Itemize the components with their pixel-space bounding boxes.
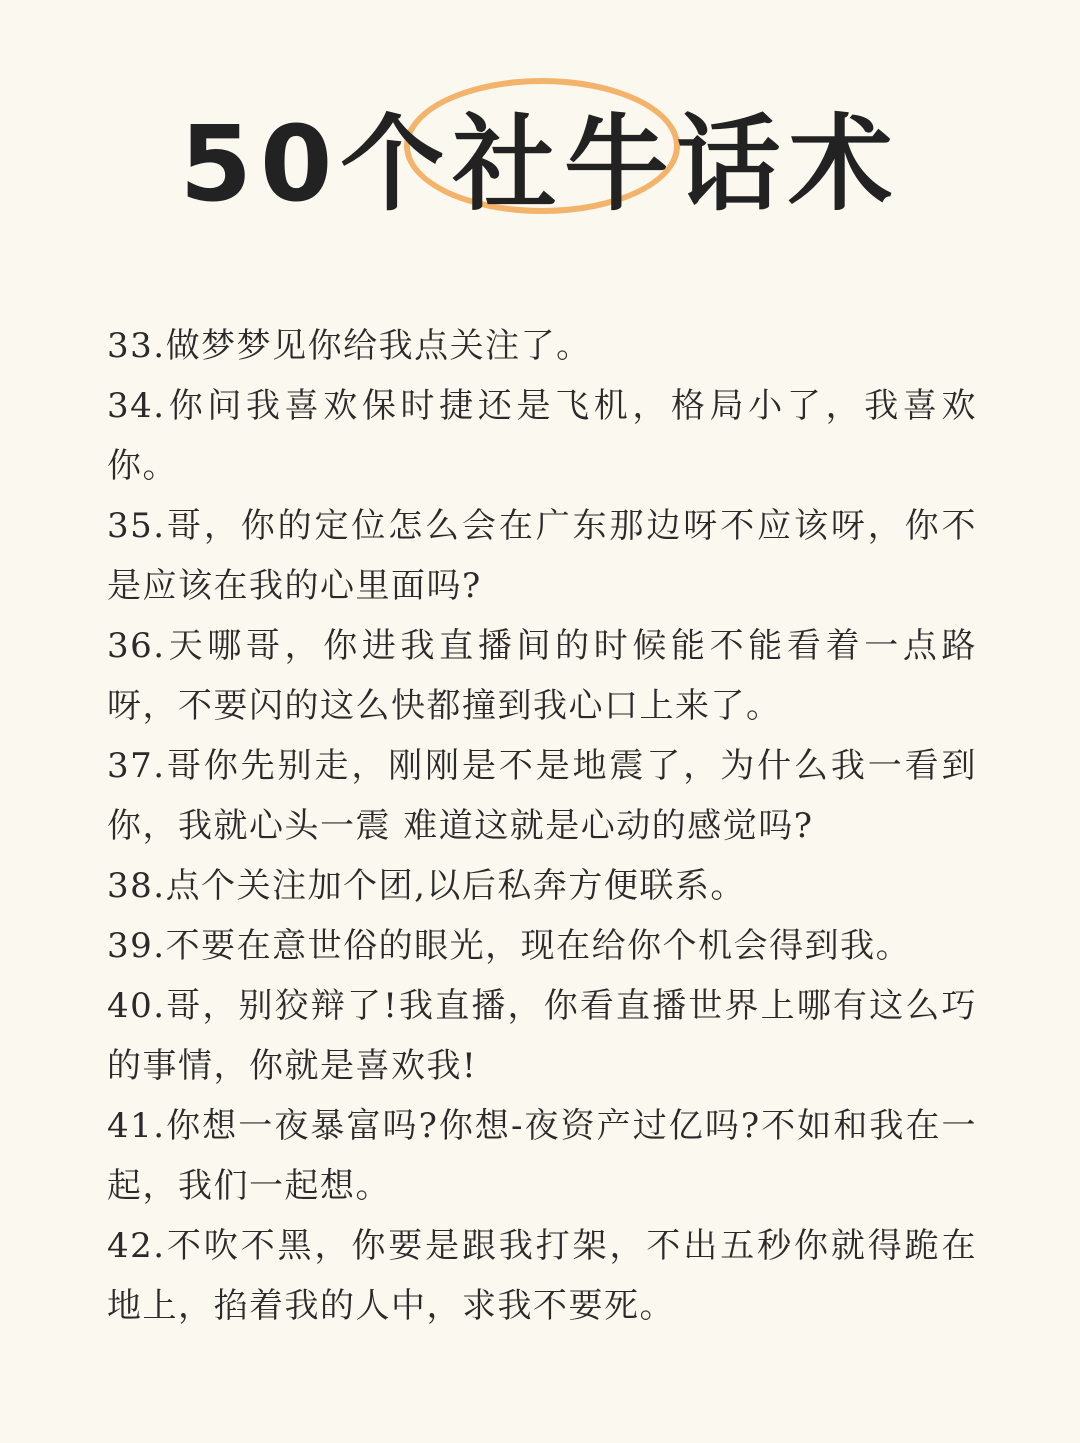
phrase-item-42: 42.不吹不黑，你要是跟我打架，不出五秒你就得跪在地上，掐着我的人中，求我不要死。 [107, 1226, 977, 1326]
phrase-item-41: 41.你想一夜暴富吗?你想-夜资产过亿吗?不如和我在一起，我们一起想。 [107, 1106, 977, 1206]
phrase-item-37: 37.哥你先别走，刚刚是不是地震了，为什么我一看到你，我就心头一震 难道这就是心动的感觉吗? [107, 746, 977, 846]
page-title: 50个社牛话术 [179, 103, 901, 225]
phrase-item-36: 36.天哪哥，你进我直播间的时候能不能看着一点路呀，不要闪的这么快都撞到我心口上来了。 [107, 626, 977, 726]
phrase-item-39: 39.不要在意世俗的眼光，现在给你个机会得到我。 [107, 926, 912, 966]
phrase-item-38: 38.点个关注加个团,以后私奔方便联系。 [107, 866, 746, 906]
phrase-item-34: 34.你问我喜欢保时捷还是飞机，格局小了，我喜欢你。 [107, 386, 977, 486]
phrase-item-35: 35.哥，你的定位怎么会在广东那边呀不应该呀，你不是应该在我的心里面吗? [107, 506, 977, 606]
phrase-list [107, 316, 977, 1336]
phrase-item-40: 40.哥，别狡辩了!我直播，你看直播世界上哪有这么巧的事情，你就是喜欢我! [107, 986, 977, 1086]
title-area [0, 88, 1080, 238]
phrase-item-33: 33.做梦梦见你给我点关注了。 [107, 326, 592, 366]
